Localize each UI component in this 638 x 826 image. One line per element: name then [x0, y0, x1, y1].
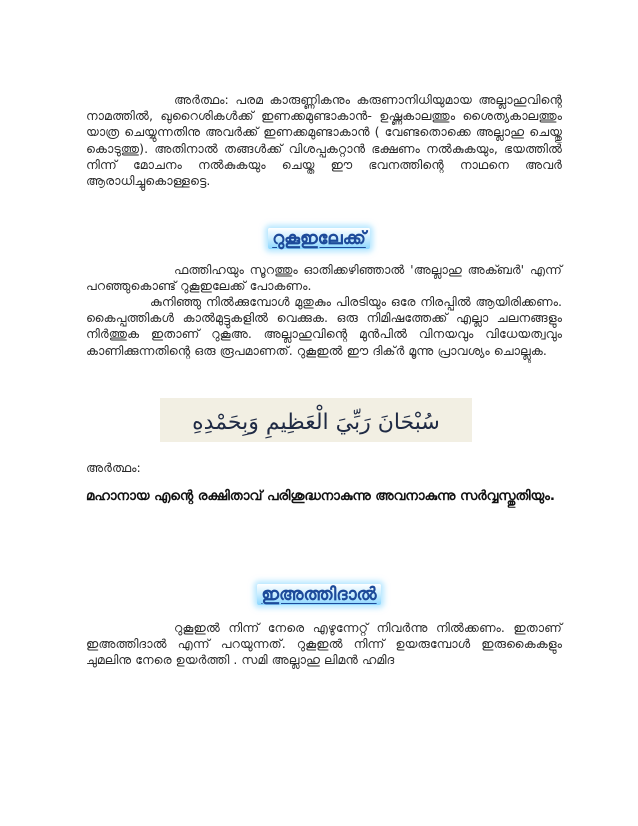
arabic-dhikr-text: سُبْحَانَ رَبِّيَ الْعَظِيمِ وَبِحَمْدِهِ — [192, 410, 440, 435]
meaning-label: അർത്ഥം: — [86, 460, 141, 475]
heading-rukuilekku-label: റുകൂഇലേക്ക് — [268, 228, 370, 249]
meaning-text: മഹാനായ എന്റെ രക്ഷിതാവ് പരിശുദ്ധനാകുന്നു അവനാകുന്നു സർവ്വസ്തുതിയും. — [86, 489, 555, 504]
heading-iathidal-label: ഇഅത്തിദാൽ — [257, 584, 380, 605]
ruku-description-paragraph: കുനിഞ്ഞു നിൽക്കുമ്പോൾ മുതുകും പിരടിയും ഒരേ നിരപ്പിൽ ആയിരിക്കണം. കൈപ്പത്തികൾ കാൽമുട്ടുകളിൽ വെക്കുക. ഒരു നിമിഷത്തേക്ക് എല്ലാ ചലനങ്ങളും നിർത്തുക ഇതാണ് റുകൂഅ. അല്ലാഹുവിന്റെ മുൻപിൽ വിനയവും വിധേയത്വവും കാണിക്കുന്നതിന്റെ ഒരു രൂപമാണത്. റുകൂഇൽ ഈ ദിക്ർ മൂന്നു പ്രാവശ്യം ചൊല്ലുക. — [86, 294, 562, 358]
ruku-intro-paragraph: ഫത്തിഹയും സൂറത്തും ഓതിക്കഴിഞ്ഞാൽ 'അല്ലാഹു അക്ബർ' എന്ന് പറഞ്ഞുകൊണ്ട് റുകൂഇലേക്ക് പോകണം. — [86, 262, 562, 294]
iathidal-paragraph: റുകൂഇൽ നിന്ന് നേരെ എഴുന്നേറ്റ് നിവർന്നു നിൽക്കണം. ഇതാണ് ഇഅത്തിദാൽ എന്ന് പറയുന്നത്. റുകൂഇൽ നിന്ന് ഉയരുമ്പോൾ ഇരുകൈകളും ചുമലിനു നേരെ ഉയർത്തി . സമി അല്ലാഹു ലിമൻ ഹമിദ — [86, 620, 562, 668]
heading-iathidal — [0, 578, 638, 606]
heading-rukuilekku — [0, 222, 638, 250]
meaning-paragraph: അർത്ഥം: പരമ കാരുണ്ണികനും കരുണാനിധിയുമായ അല്ലാഹുവിന്റെ നാമത്തിൽ, ഖുറൈശികൾക്ക് ഇണക്കമുണ്ടാകാൻ- ഉഷ്ണകാലത്തും ശൈത്യകാലത്തും യാത്ര ചെയ്യുന്നതിനു അവർക്ക് ഇണക്കമുണ്ടാകാൻ ( വേണ്ടതൊക്കെ അല്ലാഹു ചെയ്തു കൊടുത്തു). അതിനാൽ തങ്ങൾക്ക് വിശപ്പകറ്റാൻ ഭക്ഷണം നൽകുകയും, ഭയത്തിൽ നിന്ന് മോചനം നൽകുകയും ചെയ്ത ഈ ഭവനത്തിന്റെ നാഥനെ അവർ ആരാധിച്ചുകൊള്ളട്ടെ. — [86, 92, 562, 189]
arabic-dhikr-image — [160, 398, 472, 442]
